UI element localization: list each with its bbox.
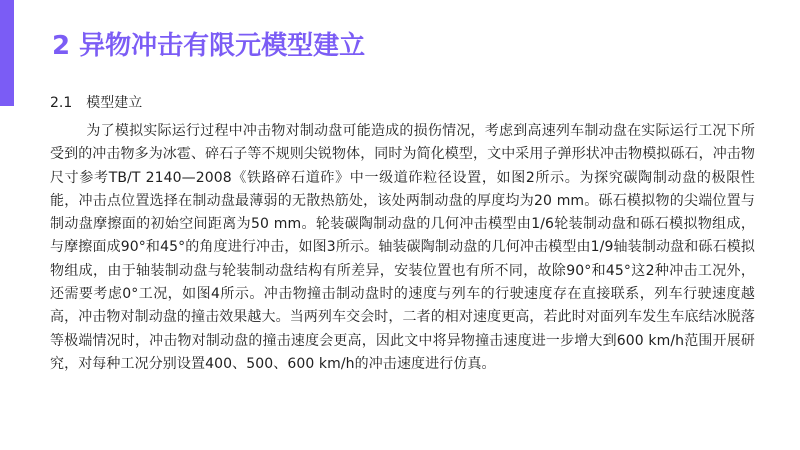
section-heading-label: 模型建立 bbox=[86, 95, 143, 111]
section-heading bbox=[50, 93, 142, 113]
section-number: 2.1 bbox=[50, 95, 73, 111]
title-accent-bar bbox=[0, 0, 14, 106]
body-paragraph: 为了模拟实际运行过程中冲击物对制动盘可能造成的损伤情况，考虑到高速列车制动盘在实际运行工况下所受到的冲击物多为冰雹、碎石子等不规则尖锐物体，同时为简化模型，文中采用子弹形状冲击物模拟砾石，冲击物尺寸参考TB/T 2140—2008《铁路碎石道砟》中一级道砟粒径设置，如图2所示。为探究碳陶制动盘的极限性能，冲击点位置选择在制动盘最薄弱的无散热筋处，该处两制动盘的厚度均为20 mm。砾石模拟物的尖端位置与制动盘摩擦面的初始空间距离为50 mm。轮装碳陶制动盘的几何冲击模型由1/6轮装制动盘和砾石模拟物组成，与摩擦面成90°和45°的角度进行冲击，如图3所示。轴装碳陶制动盘的几何冲击模型由1/9轴装制动盘和砾石模拟物组成，由于轴装制动盘与轮装制动盘结构有所差异，安装位置也有所不同，故除90°和45°这2种冲击工况外，还需要考虑0°工况，如图4所示。冲击物撞击制动盘时的速度与列车的行驶速度存在直接联系，列车行驶速度越高，冲击物对制动盘的撞击效果越大。当两列车交会时，二者的相对速度更高，若此时对面列车发生车底结冰脱落等极端情况时，冲击物对制动盘的撞击速度会更高，因此文中将异物撞击速度进一步增大到600 km/h范围开展研究，对每种工况分别设置400、500、600 km/h的冲击速度进行仿真。 bbox=[50, 123, 755, 372]
page-title: 2 异物冲击有限元模型建立 bbox=[52, 31, 366, 61]
